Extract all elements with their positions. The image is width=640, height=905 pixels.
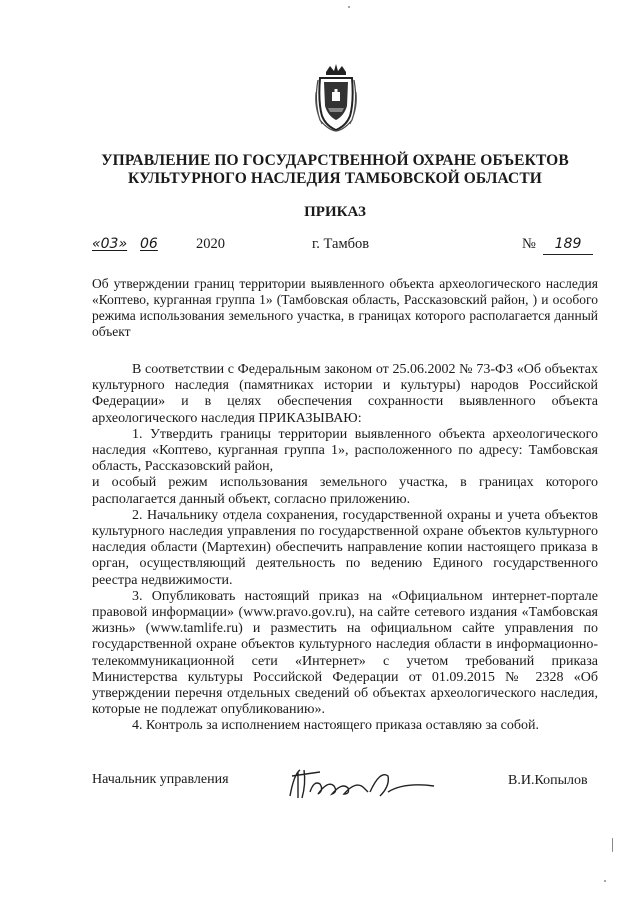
number-label: № [522,236,536,252]
subject-text: Об утверждении границ территории выявленного объекта археологического наследия «Коптево, курганная группа 1» (Тамбовская область, Рассказовский район, ) и особого режима использования земельного участка, в границах которого располагается данный объект [92,276,598,339]
scan-speck [348,6,350,8]
date-month-value: 06 [140,236,158,252]
city: г. Тамбов [312,236,370,252]
order-number-value: 189 [554,236,582,252]
item-2-paragraph: 2. Начальнику отдела сохранения, государственной охраны и учета объектов культурного наследия управления по государственной охране объектов культурного наследия области (Мартехин) обеспечить направление копии настоящего приказа в орган, осуществляющий деятельность по ведению Единого государственного реестра недвижимости. [92,507,598,588]
scan-speck [604,880,606,882]
date-year: 2020 [196,236,225,252]
order-body [92,362,598,735]
item-1-continuation: и особый режим использования земельного участка, в границах которого располагается данный объект, согласно приложению. [92,475,598,507]
signer-name: В.И.Копылов [508,773,588,788]
header-line-2: КУЛЬТУРНОГО НАСЛЕДИЯ ТАМБОВСКОЙ ОБЛАСТИ [128,170,542,187]
header-line-1: УПРАВЛЕНИЕ ПО ГОСУДАРСТВЕННОЙ ОХРАНЕ ОБЪЕКТОВ [101,152,569,169]
item-4-paragraph: 4. Контроль за исполнением настоящего приказа оставляю за собой. [132,718,540,734]
item-1-paragraph: 1. Утвердить границы территории выявленного объекта археологического наследия «Коптево, курганная группа 1», расположенного по адресу: Тамбовская область, Рассказовский район, [92,426,598,475]
order-subject [92,276,598,340]
signer-title: Начальник управления [92,772,229,787]
coat-of-arms-emblem [312,62,360,132]
document-type-title: ПРИКАЗ [304,204,366,220]
date-month [140,236,158,253]
date-day-value: «03» [92,236,128,252]
date-day [92,236,127,253]
handwritten-signature [284,762,454,806]
item-3-paragraph: 3. Опубликовать настоящий приказ на «Официальном интернет-портале правовой информации» (www.pravo.gov.ru), на сайте сетевого издания «Тамбовская жизнь» (www.tamlife.ru) и разместить на официальном сайте управления по государственной охране объектов культурного наследия области в информационно-телекоммуникационной сети «Интернет» с учетом требований приказа Министерства культуры Российской Федерации от 01.09.2015 № 2328 «Об утверждении перечня отдельных сведений об объектах археологического наследия, которые не подлежат опубликованию». [92,588,598,718]
order-number [543,236,593,255]
intro-paragraph: В соответствии с Федеральным законом от 25.06.2002 № 73-ФЗ «Об объектах культурного наследия (памятниках истории и культуры) народов Российской Федерации» и в целях обеспечения сохранности выявленного объекта археологического наследия ПРИКАЗЫВАЮ: [92,362,598,426]
scan-speck [612,838,613,852]
